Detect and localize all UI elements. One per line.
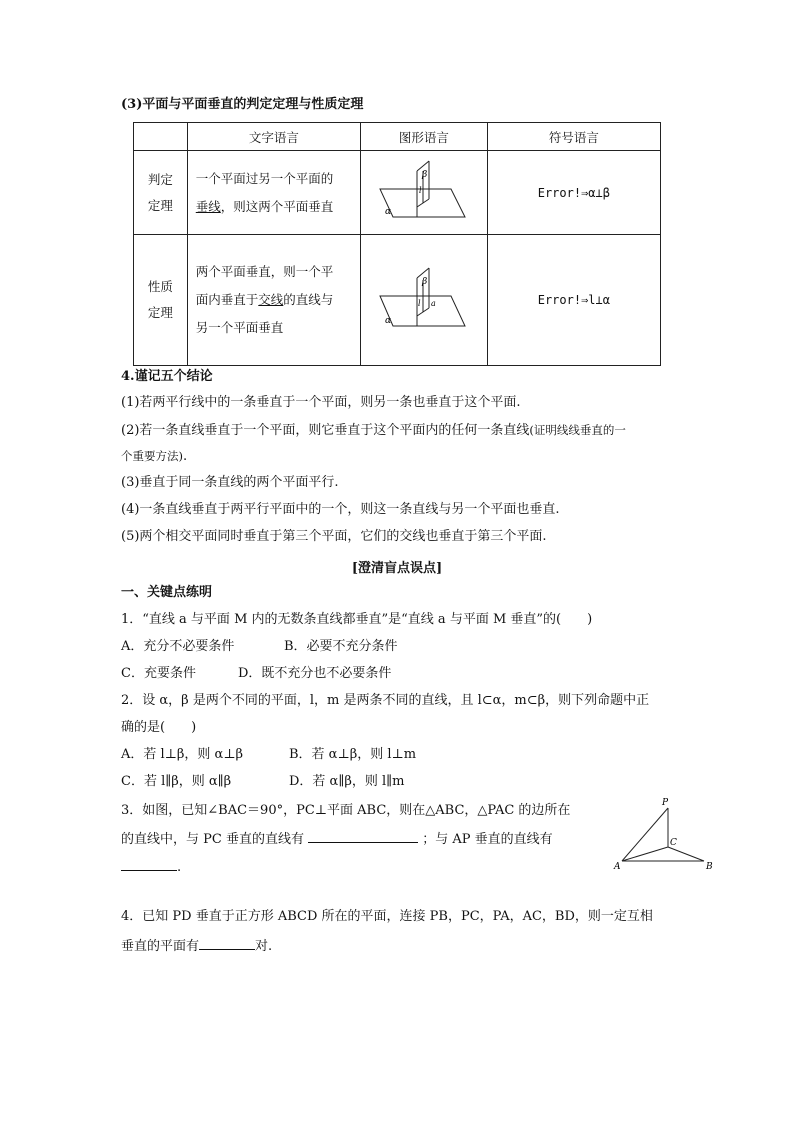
q1-option-d: D．既不充分也不必要条件 [238, 666, 392, 681]
conclusion-note: (证明线线垂直的一 [529, 423, 626, 437]
conclusion-item: (1)若两平行线中的一条垂直于一个平面，则另一条也垂直于这个平面. [121, 395, 521, 410]
q2-option-c: C．若 l∥β，则 α∥β [121, 774, 232, 789]
clarify-subheading: 一、关键点练明 [121, 585, 213, 600]
table-header-cell [134, 123, 188, 151]
figure-cell [360, 151, 487, 235]
answer-blank[interactable] [308, 830, 418, 843]
table-header-cell: 图形语言 [360, 123, 487, 151]
triangle-figure [612, 793, 720, 873]
text-line: 另一个平面垂直 [195, 320, 284, 335]
row-name-line: 性质 [147, 279, 173, 294]
q3-line [121, 830, 553, 849]
label-alpha: α [384, 207, 391, 217]
clarify-heading: [澄清盲点误点] [351, 561, 443, 576]
q3-line: 3．如图，已知∠BAC＝90°，PC⊥平面 ABC，则在△ABC，△PAC 的边所在 [121, 803, 571, 818]
q1-option-c: C．充要条件 [121, 666, 196, 681]
theorem-table [133, 122, 661, 366]
edge-AC [622, 847, 668, 861]
symbol-cell: Error!⇒α⊥β [487, 151, 660, 235]
underlined-term: 交线 [258, 292, 284, 307]
row-name-line: 定理 [147, 305, 173, 320]
text-line [188, 193, 360, 221]
conclusion-text: (2)若一条直线垂直于一个平面，则它垂直于这个平面内的任何一条直线 [121, 423, 530, 438]
label-C: C [670, 838, 677, 848]
text-line: 两个平面垂直，则一个平 [195, 264, 334, 279]
edge-PA [622, 808, 668, 861]
conclusion-item: (5)两个相交平面同时垂直于第三个平面，它们的交线也垂直于第三个平面. [121, 529, 547, 544]
symbol-cell: Error!⇒l⊥α [487, 235, 660, 366]
conclusion-note: 个重要方法) [121, 449, 183, 463]
q2-stem: 2．设 α，β 是两个不同的平面，l，m 是两条不同的直线，且 l⊂α，m⊂β，则下列命题中正 [121, 693, 650, 708]
answer-blank[interactable] [121, 858, 177, 871]
label-P: P [662, 798, 669, 808]
section4-title: 4.谨记五个结论 [121, 369, 213, 384]
label-beta: β [421, 170, 428, 180]
q4-text: 对. [255, 939, 273, 954]
label-l: l [417, 298, 421, 308]
q2-option-b: B．若 α⊥β，则 l⊥m [289, 747, 417, 762]
edge-CB [668, 847, 704, 861]
plane-perpendicular-figure [379, 266, 469, 332]
q3-text: . [177, 860, 182, 875]
q1-options-row [121, 665, 392, 683]
row-name-line: 判定 [147, 171, 173, 187]
label-alpha: α [384, 315, 391, 326]
label-l: l [418, 186, 422, 195]
q2-option-a: A．若 l⊥β，则 α⊥β [121, 747, 244, 762]
label-B: B [706, 862, 713, 872]
q2-stem: 确的是( ) [121, 720, 197, 735]
q2-options-row [121, 746, 417, 764]
text-language-cell [187, 235, 360, 366]
q1-option-a: A．充分不必要条件 [121, 639, 235, 654]
q4-text: 垂直的平面有 [121, 939, 200, 954]
label-A: A [614, 862, 621, 872]
q4-line [121, 937, 272, 956]
answer-blank[interactable] [199, 937, 255, 950]
conclusion-tail: . [183, 449, 188, 464]
q4-line: 4．已知 PD 垂直于正方形 ABCD 所在的平面，连接 PB，PC，PA，AC，BD，则一定互相 [121, 909, 653, 924]
q3-text: ；与 AP 垂直的直线有 [422, 832, 553, 847]
table-row [134, 235, 661, 366]
table-header-row [134, 123, 661, 151]
conclusion-item [121, 421, 626, 440]
text-fragment: 的直线与 [283, 292, 334, 307]
conclusion-item-continued [121, 447, 187, 466]
text-fragment: ，则这两个平面垂直 [220, 198, 334, 214]
q1-stem: 1．“直线 a 与平面 M 内的无数条直线都垂直”是“直线 a 与平面 M 垂直”的( ) [121, 612, 593, 627]
q2-option-d: D．若 α∥β，则 l∥m [289, 774, 405, 789]
q2-options-row [121, 773, 405, 791]
text-language-cell [187, 151, 360, 235]
row-name-cell [134, 235, 188, 366]
q3-line [121, 858, 181, 877]
underlined-term: 垂线 [195, 198, 221, 214]
section3-title: (3)平面与平面垂直的判定定理与性质定理 [121, 97, 364, 112]
row-name-line: 定理 [147, 197, 173, 213]
text-line: 一个平面过另一个平面的 [195, 170, 334, 186]
table-row [134, 151, 661, 235]
row-name-cell [134, 151, 188, 235]
text-fragment: 面内垂直于 [195, 292, 259, 307]
figure-cell [360, 235, 487, 366]
plane-perpendicular-figure [379, 159, 469, 223]
table-header-cell: 文字语言 [187, 123, 360, 151]
label-a: a [430, 298, 436, 308]
conclusion-item: (3)垂直于同一条直线的两个平面平行. [121, 475, 339, 490]
label-beta: β [421, 276, 428, 287]
q3-text: 的直线中，与 PC 垂直的直线有 [121, 832, 304, 847]
q1-options-row [121, 638, 398, 656]
text-line [188, 286, 360, 314]
table-header-cell: 符号语言 [487, 123, 660, 151]
conclusion-item: (4)一条直线垂直于两平行平面中的一个，则这一条直线与另一个平面也垂直. [121, 502, 560, 517]
q1-option-b: B．必要不充分条件 [284, 639, 398, 654]
